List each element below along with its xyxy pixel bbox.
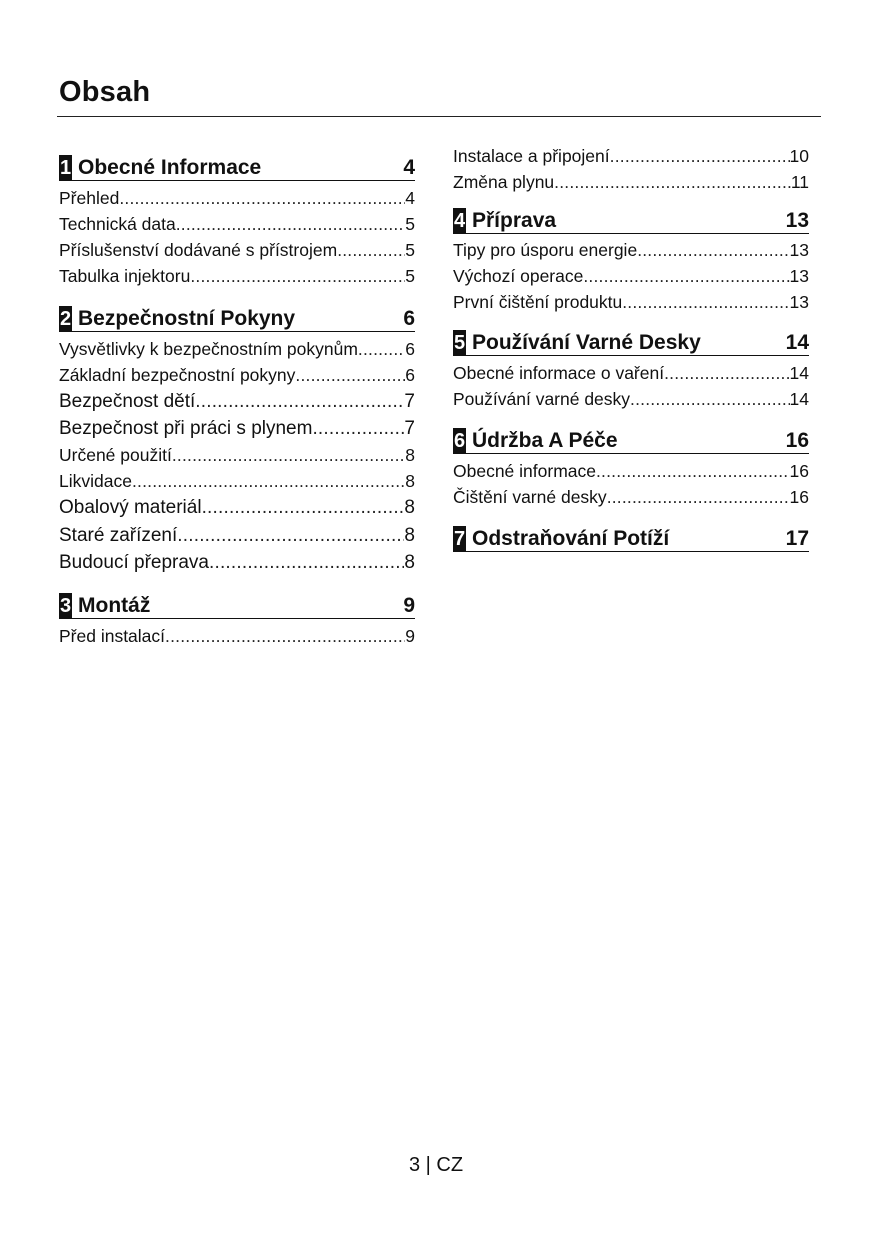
entry-page: 7 — [404, 418, 415, 440]
chapter-heading-7[interactable] — [453, 526, 809, 552]
entry-page: 6 — [405, 339, 415, 359]
toc-entry[interactable] — [59, 494, 415, 521]
entry-page: 16 — [789, 461, 809, 481]
toc-entry[interactable] — [59, 211, 415, 237]
entry-page: 8 — [404, 551, 415, 573]
chapter-heading-5[interactable] — [453, 330, 809, 356]
chapter-number-badge: 2 — [59, 308, 72, 330]
chapter-title: Údržba A Péče — [472, 429, 618, 452]
toc-entry[interactable] — [59, 468, 415, 494]
toc-entry[interactable] — [453, 289, 809, 315]
leader-dots — [607, 484, 790, 510]
toc-entry[interactable] — [59, 362, 415, 388]
entry-label: Příslušenství dodávané s přístrojem — [59, 240, 338, 260]
entry-label: Používání varné desky — [453, 389, 631, 409]
leader-dots — [202, 494, 405, 521]
toc-entry[interactable] — [453, 458, 809, 484]
entry-label: Čištění varné desky — [453, 487, 607, 507]
toc-entry[interactable] — [453, 484, 809, 510]
entry-label: Bezpečnost dětí — [59, 391, 196, 412]
chapter-title: Odstraňování Potíží — [472, 527, 670, 550]
entry-label: Tipy pro úsporu energie — [453, 240, 638, 260]
entry-page: 8 — [404, 497, 415, 519]
chapter-number-badge: 5 — [453, 332, 466, 354]
chapter-title: Montáž — [78, 593, 151, 617]
chapter-heading-6[interactable] — [453, 428, 809, 454]
chapter-title: Bezpečnostní Pokyny — [78, 307, 296, 330]
entry-page: 9 — [405, 625, 415, 646]
entry-label: Obalový materiál — [59, 497, 202, 519]
title-divider — [57, 116, 821, 117]
chapter-page: 4 — [403, 156, 415, 179]
entry-page: 5 — [405, 214, 415, 234]
entry-page: 13 — [789, 266, 809, 286]
entry-label: Základní bezpečnostní pokyny — [59, 365, 296, 385]
footer-language: CZ — [436, 1154, 464, 1176]
toc-entry[interactable] — [59, 623, 415, 649]
toc-entry[interactable] — [59, 263, 415, 289]
entry-page: 13 — [789, 240, 809, 260]
entry-label: Tabulka injektoru — [59, 266, 191, 286]
chapter-page: 13 — [785, 209, 809, 232]
entry-label: Vysvětlivky k bezpečnostním pokynům — [59, 339, 358, 359]
leader-dots — [165, 623, 405, 649]
entry-page: 5 — [405, 240, 415, 260]
leader-dots — [132, 468, 405, 494]
leader-dots — [610, 143, 790, 169]
entry-label: První čištění produktu — [453, 292, 623, 312]
entry-label: Změna plynu — [453, 172, 555, 192]
chapter-page: 6 — [403, 307, 415, 330]
toc-right-column — [453, 143, 809, 552]
toc-entry[interactable] — [59, 415, 415, 442]
toc-entry[interactable] — [453, 237, 809, 263]
toc-entry[interactable] — [453, 143, 809, 169]
toc-entry[interactable] — [453, 360, 809, 386]
leader-dots — [177, 522, 404, 549]
leader-dots — [664, 360, 789, 386]
leader-dots — [596, 458, 790, 484]
footer-separator: | — [425, 1154, 431, 1176]
chapter-number-badge: 7 — [453, 528, 466, 550]
entry-page: 14 — [789, 363, 809, 383]
chapter-page: 14 — [785, 331, 809, 354]
toc-entry[interactable] — [453, 263, 809, 289]
toc-entry[interactable] — [59, 237, 415, 263]
chapter-number-badge: 4 — [453, 210, 466, 232]
chapter-heading-2[interactable] — [59, 306, 415, 332]
entry-label: Likvidace — [59, 471, 132, 492]
leader-dots — [172, 442, 405, 468]
entry-label: Staré zařízení — [59, 524, 178, 546]
entry-page: 16 — [789, 487, 809, 507]
entry-page: 10 — [789, 146, 809, 166]
chapter-title: Obecné Informace — [78, 156, 262, 179]
leader-dots — [312, 415, 404, 442]
chapter-heading-4[interactable] — [453, 208, 809, 234]
entry-page: 8 — [404, 524, 415, 546]
chapter-title: Příprava — [472, 209, 557, 232]
toc-entry[interactable] — [59, 185, 415, 211]
toc-entry[interactable] — [59, 442, 415, 468]
leader-dots — [190, 263, 405, 289]
leader-dots — [583, 263, 789, 289]
toc-entry[interactable] — [59, 336, 415, 362]
leader-dots — [195, 388, 404, 415]
leader-dots — [176, 211, 406, 237]
entry-page: 5 — [405, 266, 415, 286]
toc-entry[interactable] — [453, 386, 809, 412]
leader-dots — [622, 289, 789, 315]
entry-page: 6 — [405, 365, 415, 385]
entry-label: Přehled — [59, 188, 120, 208]
entry-page: 13 — [789, 292, 809, 312]
entry-page: 4 — [405, 188, 415, 208]
entry-page: 11 — [790, 172, 809, 192]
leader-dots — [358, 336, 405, 362]
leader-dots — [119, 185, 405, 211]
entry-label: Technická data — [59, 214, 176, 234]
chapter-page: 16 — [785, 429, 809, 452]
entry-label: Před instalací — [59, 625, 166, 646]
toc-entry[interactable] — [59, 549, 415, 576]
leader-dots — [630, 386, 789, 412]
leader-dots — [337, 237, 405, 263]
chapter-number-badge: 3 — [59, 594, 72, 617]
entry-label: Obecné informace — [453, 461, 596, 481]
entry-label: Bezpečnost při práci s plynem — [59, 418, 313, 440]
chapter-heading-1[interactable] — [59, 155, 415, 181]
entry-label: Budoucí přeprava — [59, 551, 209, 573]
chapter-heading-3[interactable] — [59, 593, 415, 619]
chapter-page: 9 — [403, 593, 415, 617]
entry-label: Instalace a připojení — [453, 146, 610, 166]
entry-label: Obecné informace o vaření — [453, 363, 665, 383]
chapter-number-badge: 6 — [453, 430, 466, 452]
toc-entry[interactable] — [59, 388, 415, 415]
entry-page: 8 — [405, 471, 415, 492]
page-footer — [0, 1154, 872, 1177]
chapter-title: Používání Varné Desky — [472, 331, 701, 354]
toc-left-column — [59, 155, 415, 649]
leader-dots — [209, 549, 404, 576]
entry-label: Výchozí operace — [453, 266, 584, 286]
toc-entry[interactable] — [453, 169, 809, 195]
leader-dots — [554, 169, 791, 195]
entry-page: 8 — [405, 445, 415, 466]
toc-entry[interactable] — [59, 522, 415, 549]
footer-page-number: 3 — [408, 1154, 421, 1176]
leader-dots — [637, 237, 789, 263]
entry-label: Určené použití — [59, 445, 172, 466]
entry-page: 14 — [789, 389, 809, 409]
leader-dots — [295, 362, 405, 388]
page-title: Obsah — [59, 76, 151, 108]
chapter-number-badge: 1 — [59, 157, 72, 179]
chapter-page: 17 — [785, 527, 809, 550]
entry-page: 7 — [404, 391, 415, 412]
